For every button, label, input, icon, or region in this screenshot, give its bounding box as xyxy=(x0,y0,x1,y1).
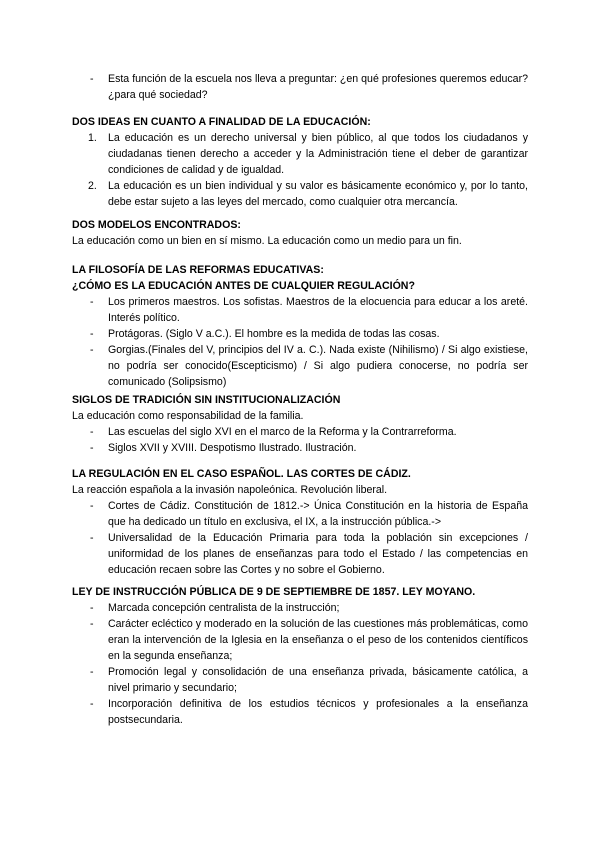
dash-list xyxy=(72,424,528,456)
list-item: - Carácter ecléctico y moderado en la solución de las cuestiones más problemáticas, como eran la intervención de la Iglesia en la enseñanza o el peso de los contenidos científicos en la segunda enseñanza; xyxy=(90,618,528,662)
list-item: 2. La educación es un bien individual y su valor es básicamente económico y, por lo tanto, debe estar sujeto a las leyes del mercado, como cualquier otra mercancía. xyxy=(88,180,528,208)
section-subheading: ¿CÓMO ES LA EDUCACIÓN ANTES DE CUALQUIER REGULACIÓN? xyxy=(72,280,415,292)
list-item: - Esta función de la escuela nos lleva a preguntar: ¿en qué profesiones queremos educar? ¿para qué sociedad? xyxy=(90,73,528,101)
list-item: - Promoción legal y consolidación de una enseñanza privada, básicamente católica, a nivel primario y secundario; xyxy=(90,666,528,694)
list-item: - Universalidad de la Educación Primaria para toda la población sin excepciones / uniformidad de los planes de enseñanzas para todo el Estado / las competencias en educación recaen sobre las Cortes y no sobre el Gobierno. xyxy=(90,532,528,576)
section-heading: LA REGULACIÓN EN EL CASO ESPAÑOL. LAS CORTES DE CÁDIZ. xyxy=(72,468,411,480)
numbered-list xyxy=(72,130,528,210)
section-filosofia xyxy=(72,262,528,390)
section-heading: DOS MODELOS ENCONTRADOS: xyxy=(72,219,241,231)
section-cadiz xyxy=(72,466,528,578)
list-item: - Cortes de Cádiz. Constitución de 1812.-> Única Constitución en la historia de España que ha dedicado un título en exclusiva, el IX, a la instrucción pública.-> xyxy=(90,500,528,528)
dash-list xyxy=(72,498,528,578)
section-text: La educación como responsabilidad de la familia. xyxy=(72,410,304,422)
section-text: La reacción española a la invasión napoleónica. Revolución liberal. xyxy=(72,484,388,496)
intro-block xyxy=(72,71,528,103)
section-heading: LA FILOSOFÍA DE LAS REFORMAS EDUCATIVAS: xyxy=(72,264,324,276)
section-heading: SIGLOS DE TRADICIÓN SIN INSTITUCIONALIZACIÓN xyxy=(72,394,341,406)
section-text: La educación como un bien en sí mismo. La educación como un medio para un fin. xyxy=(72,235,462,247)
dash-list xyxy=(72,294,528,390)
section-heading: DOS IDEAS EN CUANTO A FINALIDAD DE LA EDUCACIÓN: xyxy=(72,116,371,128)
list-item: - Los primeros maestros. Los sofistas. Maestros de la elocuencia para educar a los areté. Interés político. xyxy=(90,296,528,324)
list-item: - Siglos XVII y XVIII. Despotismo Ilustrado. Ilustración. xyxy=(90,442,357,454)
list-item: - Incorporación definitiva de los estudios técnicos y profesionales a la enseñanza postsecundaria. xyxy=(90,698,528,726)
section-finalidad xyxy=(72,114,528,210)
list-item: - Protágoras. (Siglo V a.C.). El hombre es la medida de todas las cosas. xyxy=(90,328,440,340)
list-item: - Las escuelas del siglo XVI en el marco de la Reforma y la Contrarreforma. xyxy=(90,426,457,438)
dash-list xyxy=(72,600,528,728)
section-modelos xyxy=(72,217,528,249)
section-heading: LEY DE INSTRUCCIÓN PÚBLICA DE 9 DE SEPTIEMBRE DE 1857. LEY MOYANO. xyxy=(72,586,476,598)
intro-list xyxy=(72,71,528,103)
section-ley-moyano xyxy=(72,584,528,728)
list-item: 1. La educación es un derecho universal y bien público, al que todos los ciudadanos y ciudadanas tienen derecho a acceder y la Administración tiene el deber de garantizar condiciones de calidad y de igualdad. xyxy=(88,132,528,176)
section-siglos xyxy=(72,392,528,456)
list-item: - Gorgias.(Finales del V, principios del IV a. C.). Nada existe (Nihilismo) / Si algo existiese, no podría ser conocido(Escepticismo) / Si algo pudiera conocerse, no podría ser comunicado (Solipsismo) xyxy=(90,344,528,388)
list-item: - Marcada concepción centralista de la instrucción; xyxy=(90,602,340,614)
